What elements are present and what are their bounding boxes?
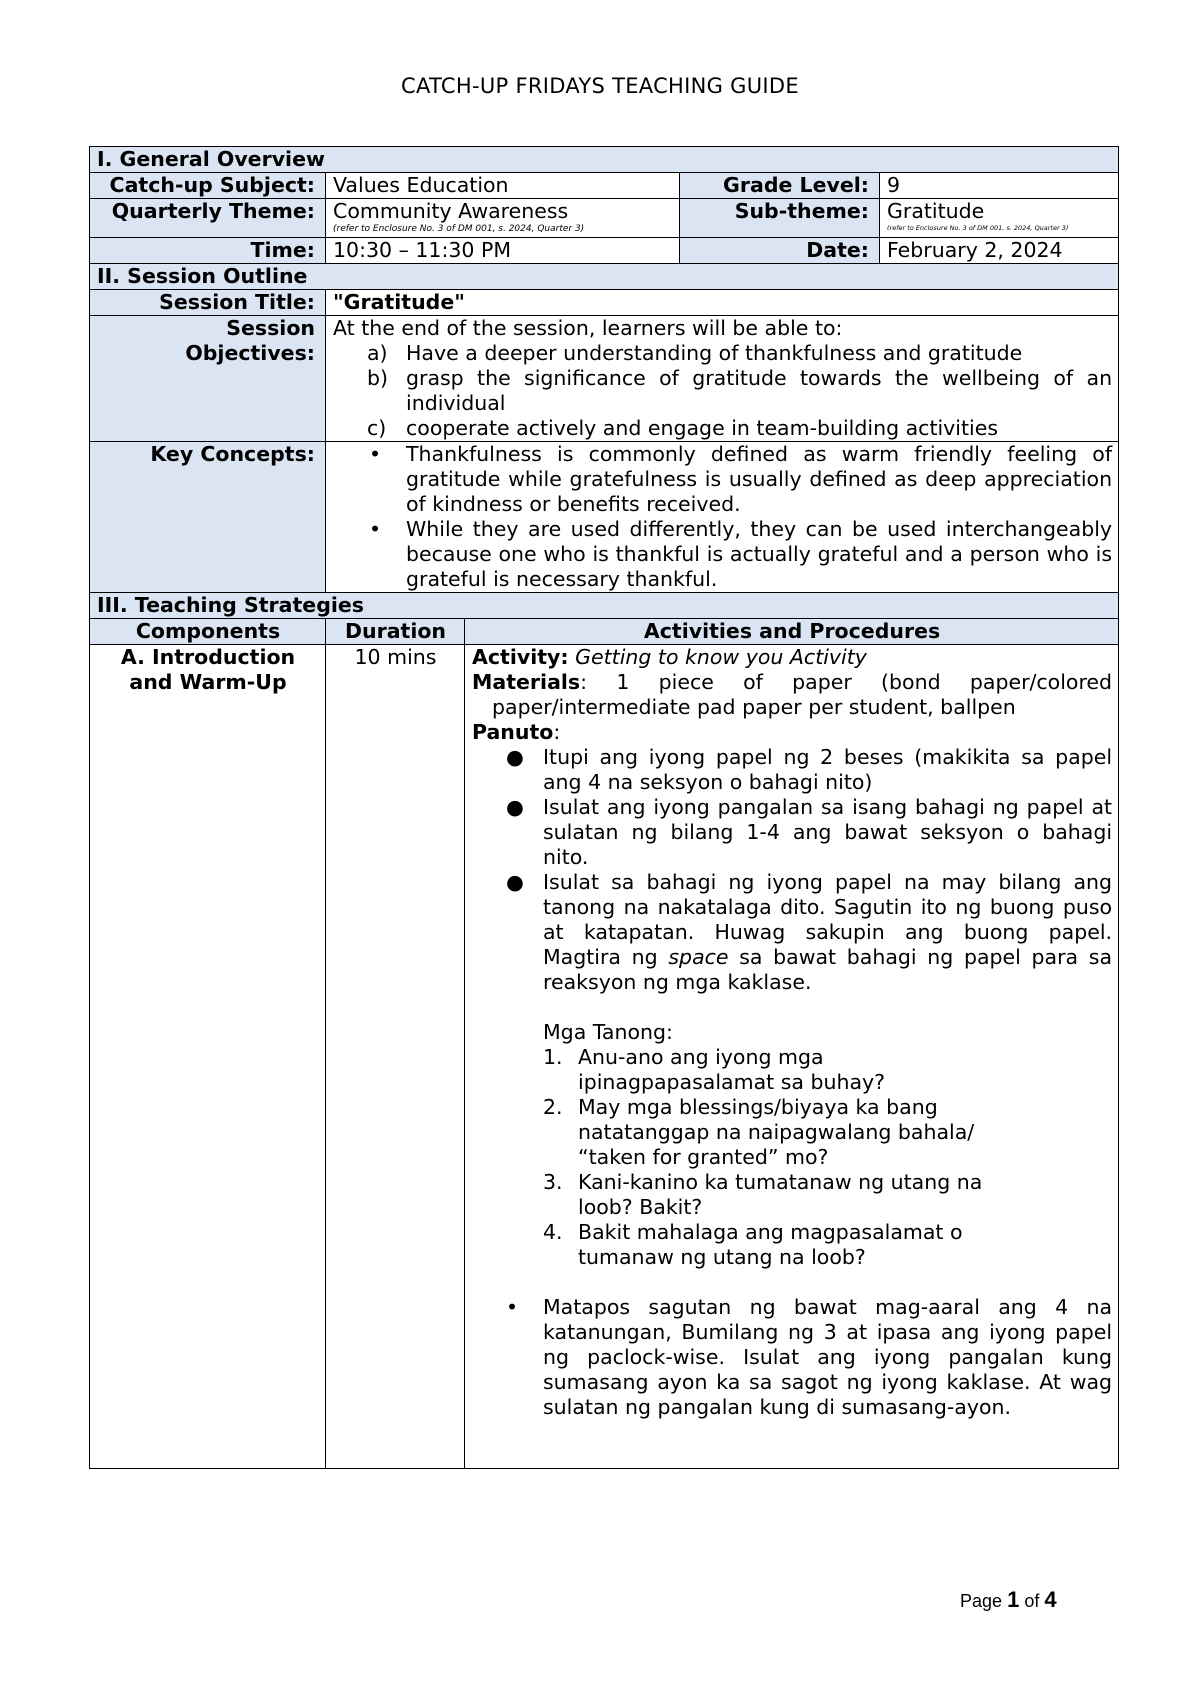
session-title-value: "Gratitude" xyxy=(326,290,1119,316)
question-item: 3. Kani-kanino ka tumatanaw ng utang na loob? Bakit? xyxy=(543,1170,983,1219)
component-line1: A. Introduction xyxy=(120,645,296,669)
concept-item: • Thankfulness is commonly defined as warm friendly feeling of gratitude while gratefulness is usually defined as deep appreciation of kindness or benefits received. xyxy=(369,442,1113,516)
objective-item: c) cooperate actively and engage in team-building activities xyxy=(367,416,999,440)
activity-line: Activity: Getting to know you Activity xyxy=(472,645,867,669)
materials-line: Materials: 1 piece of paper (bond paper/colored paper/intermediate pad paper per student, ballpen xyxy=(472,670,1113,719)
teaching-strategies-heading: III. Teaching Strategies xyxy=(90,593,1119,619)
step-item: ● Isulat sa bahagi ng iyong papel na may bilang ang tanong na nakatalaga dito. Sagutin ito ng buong puso at katapatan. Huwag sakupin ang buong papel. Magtira ng space sa bawat bahagi ng papel para sa reaksyon ng mga kaklase. xyxy=(506,870,1113,994)
objectives-label xyxy=(90,316,326,442)
date-value: February 2, 2024 xyxy=(880,238,1119,264)
question-item: 2. May mga blessings/biyaya ka bang natatanggap na naipagwalang bahala/ “taken for granted” mo? xyxy=(543,1095,975,1169)
component-line2: and Warm-Up xyxy=(129,670,287,694)
questions-title: Mga Tanong: xyxy=(543,1020,673,1044)
duration-cell: 10 mins xyxy=(326,645,465,1469)
objectives-intro: At the end of the session, learners will be able to: xyxy=(333,316,843,340)
step-item: ● Isulat ang iyong pangalan sa isang bahagi ng papel at sulatan ng bilang 1-4 ang bawat seksyon o bahagi nito. xyxy=(506,795,1113,869)
component-cell xyxy=(90,645,326,1469)
activities-cell xyxy=(465,645,1119,1469)
time-label: Time: xyxy=(90,238,326,264)
questions-list xyxy=(472,1045,1112,1270)
theme-note: (refer to Enclosure No. 3 of DM 001, s. 2024, Quarter 3) xyxy=(333,224,585,234)
objectives-list xyxy=(333,341,1112,441)
question-item: 1. Anu-ano ang iyong mga ipinagpapasalamat sa buhay? xyxy=(543,1045,886,1094)
subtheme-label: Sub-theme: xyxy=(680,199,880,238)
date-label: Date: xyxy=(680,238,880,264)
key-concepts-cell xyxy=(326,442,1119,593)
subject-label: Catch-up Subject: xyxy=(90,173,326,199)
duration-header: Duration xyxy=(326,619,465,645)
panuto-line: Panuto: xyxy=(472,720,561,744)
subtheme-cell xyxy=(880,199,1119,238)
step-item: ● Itupi ang iyong papel ng 2 beses (makikita sa papel ang 4 na seksyon o bahagi nito) xyxy=(506,745,1113,794)
theme-value: Community Awareness xyxy=(333,199,569,223)
final-step-list xyxy=(472,1295,1112,1420)
general-overview-heading: I. General Overview xyxy=(90,147,1119,173)
question-item: 4. Bakit mahalaga ang magpasalamat o tumanaw ng utang na loob? xyxy=(543,1220,963,1269)
page-number: Page 1 of 4 xyxy=(960,1587,1057,1612)
objectives-label-line2: Objectives: xyxy=(185,341,315,365)
concept-item: • While they are used differently, they can be used interchangeably because one who is thankful is actually grateful and a person who is grateful is necessary thankful. xyxy=(369,517,1113,591)
session-title-label: Session Title: xyxy=(90,290,326,316)
components-header: Components xyxy=(90,619,326,645)
final-step-item: • Matapos sagutan ng bawat mag-aaral ang 4 na katanungan, Bumilang ng 3 at ipasa ang iyong papel ng paclock-wise. Isulat ang iyong pangalan kung sumasang ayon ka sa sagot ng iyong kaklase. At wag sulatan ng pangalan kung di sumasang-ayon. xyxy=(506,1295,1113,1419)
key-concepts-list xyxy=(333,442,1112,592)
teaching-guide-table xyxy=(89,146,1119,1469)
bullet-icon: ● xyxy=(506,745,524,769)
session-outline-heading: II. Session Outline xyxy=(90,264,1119,290)
key-concepts-label: Key Concepts: xyxy=(90,442,326,593)
bullet-icon: • xyxy=(506,1295,519,1319)
time-value: 10:30 – 11:30 PM xyxy=(326,238,680,264)
subtheme-value: Gratitude xyxy=(887,199,985,223)
theme-cell xyxy=(326,199,680,238)
bullet-icon: ● xyxy=(506,795,524,819)
objective-item: b) grasp the significance of gratitude towards the wellbeing of an individual xyxy=(367,366,1113,415)
bullet-icon: ● xyxy=(506,870,524,894)
subject-value: Values Education xyxy=(326,173,680,199)
objectives-cell xyxy=(326,316,1119,442)
document-title: CATCH-UP FRIDAYS TEACHING GUIDE xyxy=(401,74,799,98)
bullet-icon: • xyxy=(369,442,382,466)
bullet-icon: • xyxy=(369,517,382,541)
grade-label: Grade Level: xyxy=(680,173,880,199)
subtheme-note: (refer to Enclosure No. 3 of DM 001, s. 2024, Quarter 3) xyxy=(887,224,1069,232)
grade-value: 9 xyxy=(880,173,1119,199)
objective-item: a) Have a deeper understanding of thankfulness and gratitude xyxy=(367,341,1023,365)
activities-header: Activities and Procedures xyxy=(465,619,1119,645)
theme-label: Quarterly Theme: xyxy=(90,199,326,238)
objectives-label-line1: Session xyxy=(226,316,315,340)
steps-list xyxy=(472,745,1112,995)
